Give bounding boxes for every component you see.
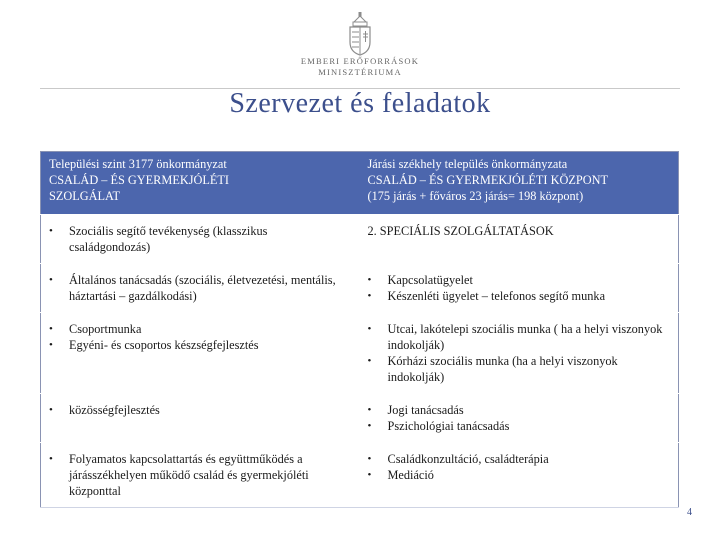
page-number: 4 (687, 507, 692, 518)
right-cell (360, 264, 679, 313)
list-item: • Utcai, lakótelepi szociális munka ( ha a helyi viszonyok indokolják) (368, 321, 671, 353)
list-item: • Kórházi szociális munka (ha a helyi viszonyok indokolják) (368, 353, 671, 385)
right-cell (360, 215, 679, 264)
list-item: • Mediáció (368, 467, 671, 483)
list-item: • Pszichológiai tanácsadás (368, 418, 671, 434)
ministry-logo (300, 12, 420, 82)
left-column-header (41, 152, 360, 215)
coat-of-arms-icon (345, 12, 375, 56)
page-title: Szervezet és feladatok (229, 88, 491, 119)
right-column-header (360, 152, 679, 215)
table-row (41, 394, 679, 443)
left-cell (41, 394, 360, 443)
list-item: • Egyéni- és csoportos készségfejlesztés (49, 337, 352, 353)
list-item: • Készenléti ügyelet – telefonos segítő munka (368, 288, 671, 304)
left-header-line: SZOLGÁLAT (49, 189, 121, 203)
right-header-line: Járási székhely település önkormányzata (367, 157, 568, 171)
left-cell (41, 313, 360, 394)
list-item: • Csoportmunka (49, 321, 352, 337)
list-item: • Általános tanácsadás (szociális, életvezetési, mentális, háztartási – gazdálkodási) (49, 272, 352, 304)
left-header-line: CSALÁD – ÉS GYERMEKJÓLÉTI (49, 173, 230, 187)
right-cell (360, 313, 679, 394)
right-header-line: (175 járás + főváros 23 járás= 198 központ) (367, 189, 584, 203)
left-cell (41, 264, 360, 313)
list-item: • Családkonzultáció, családterápia (368, 451, 671, 467)
left-cell (41, 215, 360, 264)
left-header-line: Települési szint 3177 önkormányzat (49, 157, 227, 171)
right-cell (360, 443, 679, 508)
logo-line-2: MINISZTÉRIUMA (318, 67, 402, 77)
table-row (41, 264, 679, 313)
right-header-line: CSALÁD – ÉS GYERMEKJÓLÉTI KÖZPONT (367, 173, 608, 187)
section-heading: 2. SPECIÁLIS SZOLGÁLTATÁSOK (367, 224, 554, 238)
table-row (41, 443, 679, 508)
table-row (41, 215, 679, 264)
right-cell (360, 394, 679, 443)
list-item: • Folyamatos kapcsolattartás és együttműködés a járásszékhelyen működő család és gyermekjóléti központtal (49, 451, 352, 499)
list-item: • Jogi tanácsadás (368, 402, 671, 418)
table-row (41, 313, 679, 394)
list-item: • Szociális segítő tevékenység (klasszikus családgondozás) (49, 223, 352, 255)
organization-table (40, 151, 679, 508)
left-cell (41, 443, 360, 508)
logo-line-1: EMBERI ERŐFORRÁSOK (300, 56, 420, 66)
list-item: • közösségfejlesztés (49, 402, 352, 418)
list-item: • Kapcsolatügyelet (368, 272, 671, 288)
